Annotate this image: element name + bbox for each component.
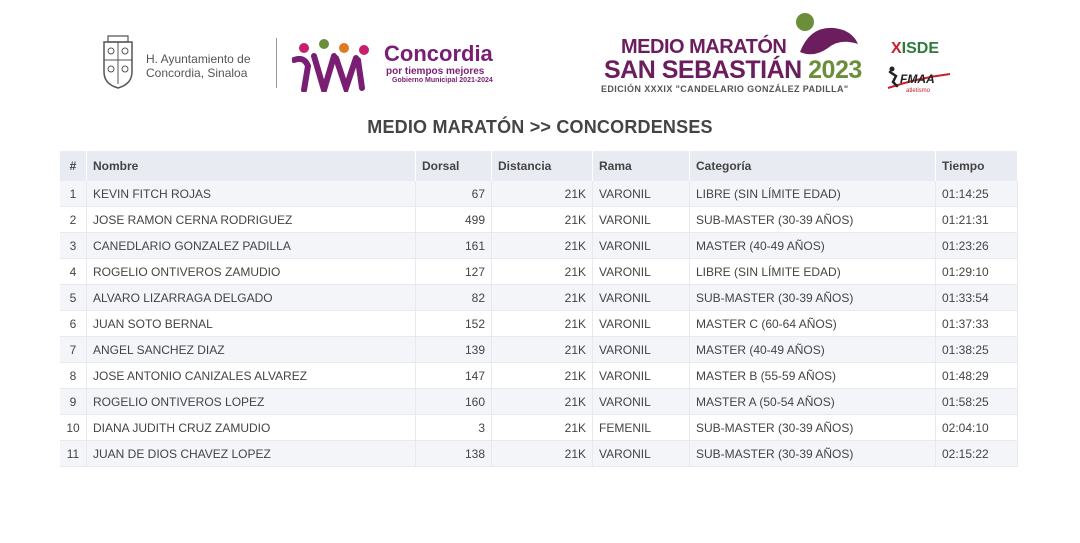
cell-distance: 21K (492, 337, 593, 363)
isde-x: X (891, 40, 902, 57)
cell-dorsal: 139 (416, 337, 492, 363)
event-year: 2023 (808, 56, 862, 84)
cell-category: MASTER C (60-64 AÑOS) (690, 311, 936, 337)
cell-name: ALVARO LIZARRAGA DELGADO (87, 285, 416, 311)
table-row (60, 285, 1018, 311)
cell-dorsal: 67 (416, 181, 492, 207)
table-row (60, 233, 1018, 259)
event-title-line1: MEDIO MARATÓN (621, 36, 787, 58)
cell-number: 8 (60, 363, 87, 389)
svg-text:atletismo: atletismo (906, 88, 931, 94)
cell-number: 6 (60, 311, 87, 337)
table-row (60, 389, 1018, 415)
cell-distance: 21K (492, 233, 593, 259)
cell-category: LIBRE (SIN LÍMITE EDAD) (690, 259, 936, 285)
cell-number: 9 (60, 389, 87, 415)
cell-number: 5 (60, 285, 87, 311)
cell-rama: VARONIL (593, 259, 690, 285)
cell-dorsal: 3 (416, 415, 492, 441)
cell-distance: 21K (492, 259, 593, 285)
concordia-gov: Gobierno Municipal 2021-2024 (392, 77, 493, 84)
cell-rama: VARONIL (593, 441, 690, 467)
cell-rama: VARONIL (593, 311, 690, 337)
cell-dorsal: 152 (416, 311, 492, 337)
cell-category: SUB-MASTER (30-39 AÑOS) (690, 285, 936, 311)
table-row (60, 311, 1018, 337)
cell-name: ANGEL SANCHEZ DIAZ (87, 337, 416, 363)
cell-dorsal: 82 (416, 285, 492, 311)
cell-name: JUAN SOTO BERNAL (87, 311, 416, 337)
col-header-dorsal: Dorsal (416, 151, 492, 181)
cell-category: SUB-MASTER (30-39 AÑOS) (690, 441, 936, 467)
table-row (60, 337, 1018, 363)
svg-text:FMAA: FMAA (900, 72, 935, 86)
concordia-people-logo-icon (292, 38, 374, 92)
table-row (60, 363, 1018, 389)
header (0, 0, 1080, 110)
cell-dorsal: 161 (416, 233, 492, 259)
cell-rama: VARONIL (593, 337, 690, 363)
cell-number: 3 (60, 233, 87, 259)
cell-rama: VARONIL (593, 181, 690, 207)
event-name: SAN SEBASTIÁN (604, 56, 802, 84)
col-header-category: Categoría (690, 151, 936, 181)
cell-category: LIBRE (SIN LÍMITE EDAD) (690, 181, 936, 207)
cell-time: 01:37:33 (936, 311, 1018, 337)
cell-number: 1 (60, 181, 87, 207)
cell-time: 01:21:31 (936, 207, 1018, 233)
cell-category: MASTER (40-49 AÑOS) (690, 337, 936, 363)
cell-number: 11 (60, 441, 87, 467)
cell-distance: 21K (492, 311, 593, 337)
cell-name: JOSE RAMON CERNA RODRIGUEZ (87, 207, 416, 233)
col-header-rama: Rama (593, 151, 690, 181)
col-header-number: # (60, 151, 87, 181)
table-row (60, 415, 1018, 441)
cell-category: MASTER A (50-54 AÑOS) (690, 389, 936, 415)
cell-time: 02:04:10 (936, 415, 1018, 441)
table-row (60, 181, 1018, 207)
cell-dorsal: 147 (416, 363, 492, 389)
cell-distance: 21K (492, 415, 593, 441)
cell-name: ROGELIO ONTIVEROS LOPEZ (87, 389, 416, 415)
cell-rama: VARONIL (593, 389, 690, 415)
cell-category: SUB-MASTER (30-39 AÑOS) (690, 415, 936, 441)
cell-distance: 21K (492, 389, 593, 415)
cell-category: MASTER (40-49 AÑOS) (690, 233, 936, 259)
ayuntamiento-line2: Concordia, Sinaloa (146, 66, 248, 80)
cell-name: CANEDLARIO GONZALEZ PADILLA (87, 233, 416, 259)
cell-rama: VARONIL (593, 363, 690, 389)
cell-distance: 21K (492, 285, 593, 311)
cell-rama: VARONIL (593, 207, 690, 233)
cell-dorsal: 499 (416, 207, 492, 233)
cell-rama: VARONIL (593, 285, 690, 311)
cell-name: KEVIN FITCH ROJAS (87, 181, 416, 207)
isde-label: ISDE (901, 40, 940, 57)
page-title: MEDIO MARATÓN >> CONCORDENSES (367, 117, 713, 137)
cell-time: 01:58:25 (936, 389, 1018, 415)
table-row (60, 441, 1018, 467)
table-row (60, 207, 1018, 233)
cell-dorsal: 138 (416, 441, 492, 467)
col-header-name: Nombre (87, 151, 416, 181)
cell-time: 01:38:25 (936, 337, 1018, 363)
event-edition: EDICIÓN XXXIX "CANDELARIO GONZÁLEZ PADILLA" (601, 84, 849, 94)
cell-rama: VARONIL (593, 233, 690, 259)
cell-category: MASTER B (55-59 AÑOS) (690, 363, 936, 389)
cell-time: 01:14:25 (936, 181, 1018, 207)
cell-number: 2 (60, 207, 87, 233)
cell-name: ROGELIO ONTIVEROS ZAMUDIO (87, 259, 416, 285)
cell-name: JUAN DE DIOS CHAVEZ LOPEZ (87, 441, 416, 467)
cell-distance: 21K (492, 363, 593, 389)
cell-category: SUB-MASTER (30-39 AÑOS) (690, 207, 936, 233)
cell-number: 4 (60, 259, 87, 285)
cell-number: 10 (60, 415, 87, 441)
table-row (60, 259, 1018, 285)
results-table (60, 151, 1018, 467)
cell-time: 01:23:26 (936, 233, 1018, 259)
col-header-time: Tiempo (936, 151, 1018, 181)
cell-time: 01:48:29 (936, 363, 1018, 389)
runner-logo-icon (790, 12, 860, 62)
cell-dorsal: 160 (416, 389, 492, 415)
concordia-name: Concordia (384, 41, 493, 66)
ayuntamiento-line1: H. Ayuntamiento de (146, 52, 251, 66)
table-header-row (60, 151, 1018, 181)
cell-time: 01:29:10 (936, 259, 1018, 285)
divider (276, 38, 277, 88)
ayuntamiento-label (146, 52, 251, 80)
fmaa-logo-icon (884, 66, 954, 94)
cell-time: 02:15:22 (936, 441, 1018, 467)
cell-dorsal: 127 (416, 259, 492, 285)
cell-name: JOSE ANTONIO CANIZALES ALVAREZ (87, 363, 416, 389)
col-header-distance: Distancia (492, 151, 593, 181)
cell-distance: 21K (492, 207, 593, 233)
cell-rama: FEMENIL (593, 415, 690, 441)
cell-name: DIANA JUDITH CRUZ ZAMUDIO (87, 415, 416, 441)
concordia-tagline: por tiempos mejores (386, 66, 485, 77)
event-title-line2 (604, 56, 862, 85)
cell-time: 01:33:54 (936, 285, 1018, 311)
isde-logo (891, 40, 939, 58)
cell-distance: 21K (492, 441, 593, 467)
coat-of-arms-icon (100, 34, 136, 90)
cell-number: 7 (60, 337, 87, 363)
cell-distance: 21K (492, 181, 593, 207)
table-body (60, 181, 1018, 467)
